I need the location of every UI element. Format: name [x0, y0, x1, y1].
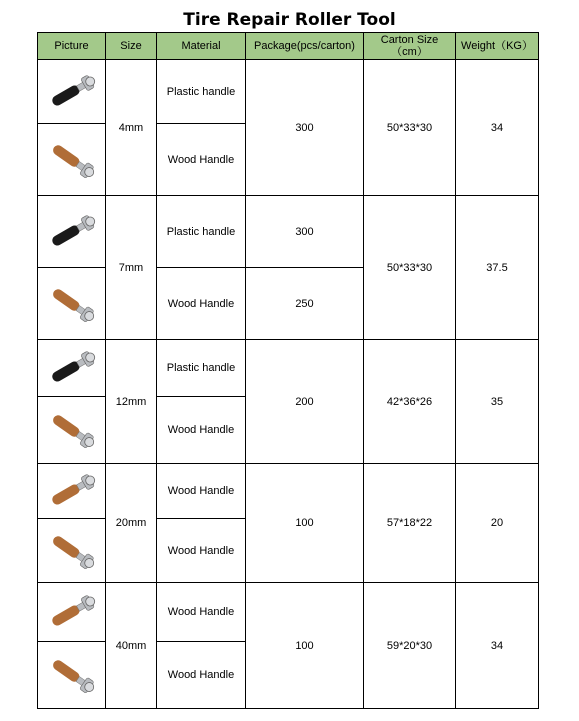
- wood-handle-roller-icon: [42, 649, 102, 701]
- size-cell: 40mm: [106, 583, 157, 709]
- weight-cell: 35: [456, 340, 539, 464]
- package-cell: 300: [246, 60, 364, 196]
- package-cell: 200: [246, 340, 364, 464]
- package-cell: 100: [246, 464, 364, 583]
- table-row: [38, 583, 539, 642]
- material-cell: Plastic handle: [157, 340, 246, 397]
- wood-handle-roller-icon: [42, 586, 102, 638]
- plastic-handle-roller-icon: [42, 342, 102, 394]
- carton-cell: 59*20*30: [364, 583, 456, 709]
- material-cell: Wood Handle: [157, 583, 246, 642]
- size-cell: 12mm: [106, 340, 157, 464]
- material-cell: Wood Handle: [157, 124, 246, 196]
- table-row: [38, 340, 539, 397]
- material-cell: Plastic handle: [157, 60, 246, 124]
- wood-handle-roller-icon: [42, 134, 102, 186]
- size-cell: 4mm: [106, 60, 157, 196]
- plastic-handle-roller-icon: [42, 66, 102, 118]
- material-cell: Wood Handle: [157, 464, 246, 519]
- picture-cell: [38, 519, 106, 583]
- weight-cell: 34: [456, 60, 539, 196]
- page-title: Tire Repair Roller Tool: [183, 10, 396, 30]
- picture-cell: [38, 60, 106, 124]
- picture-cell: [38, 583, 106, 642]
- material-cell: Wood Handle: [157, 519, 246, 583]
- picture-cell: [38, 397, 106, 464]
- package-cell: 300: [246, 196, 364, 268]
- size-cell: 20mm: [106, 464, 157, 583]
- header-carton-line1: Carton Size: [380, 34, 439, 46]
- table-row: [38, 60, 539, 124]
- package-cell: 250: [246, 268, 364, 340]
- picture-cell: [38, 464, 106, 519]
- header-size: Size: [106, 33, 157, 60]
- size-cell: 7mm: [106, 196, 157, 340]
- table-row: [38, 464, 539, 519]
- picture-cell: [38, 196, 106, 268]
- header-row: [38, 33, 539, 60]
- header-carton-size: [364, 33, 456, 60]
- picture-cell: [38, 124, 106, 196]
- header-carton-line2: （cm）: [391, 46, 428, 58]
- weight-cell: 34: [456, 583, 539, 709]
- material-cell: Wood Handle: [157, 397, 246, 464]
- picture-cell: [38, 642, 106, 709]
- wood-handle-roller-icon: [42, 525, 102, 577]
- material-cell: Plastic handle: [157, 196, 246, 268]
- weight-cell: 37.5: [456, 196, 539, 340]
- header-material: Material: [157, 33, 246, 60]
- table-row: [38, 196, 539, 268]
- package-cell: 100: [246, 583, 364, 709]
- carton-cell: 57*18*22: [364, 464, 456, 583]
- material-cell: Wood Handle: [157, 268, 246, 340]
- material-cell: Wood Handle: [157, 642, 246, 709]
- picture-cell: [38, 340, 106, 397]
- header-package: Package(pcs/carton): [246, 33, 364, 60]
- wood-handle-roller-icon: [42, 404, 102, 456]
- weight-cell: 20: [456, 464, 539, 583]
- plastic-handle-roller-icon: [42, 206, 102, 258]
- header-weight: Weight（KG）: [456, 33, 539, 60]
- product-spec-table: [37, 32, 539, 709]
- header-picture: Picture: [38, 33, 106, 60]
- wood-handle-roller-icon: [42, 465, 102, 517]
- carton-cell: 42*36*26: [364, 340, 456, 464]
- carton-cell: 50*33*30: [364, 60, 456, 196]
- carton-cell: 50*33*30: [364, 196, 456, 340]
- wood-handle-roller-icon: [42, 278, 102, 330]
- picture-cell: [38, 268, 106, 340]
